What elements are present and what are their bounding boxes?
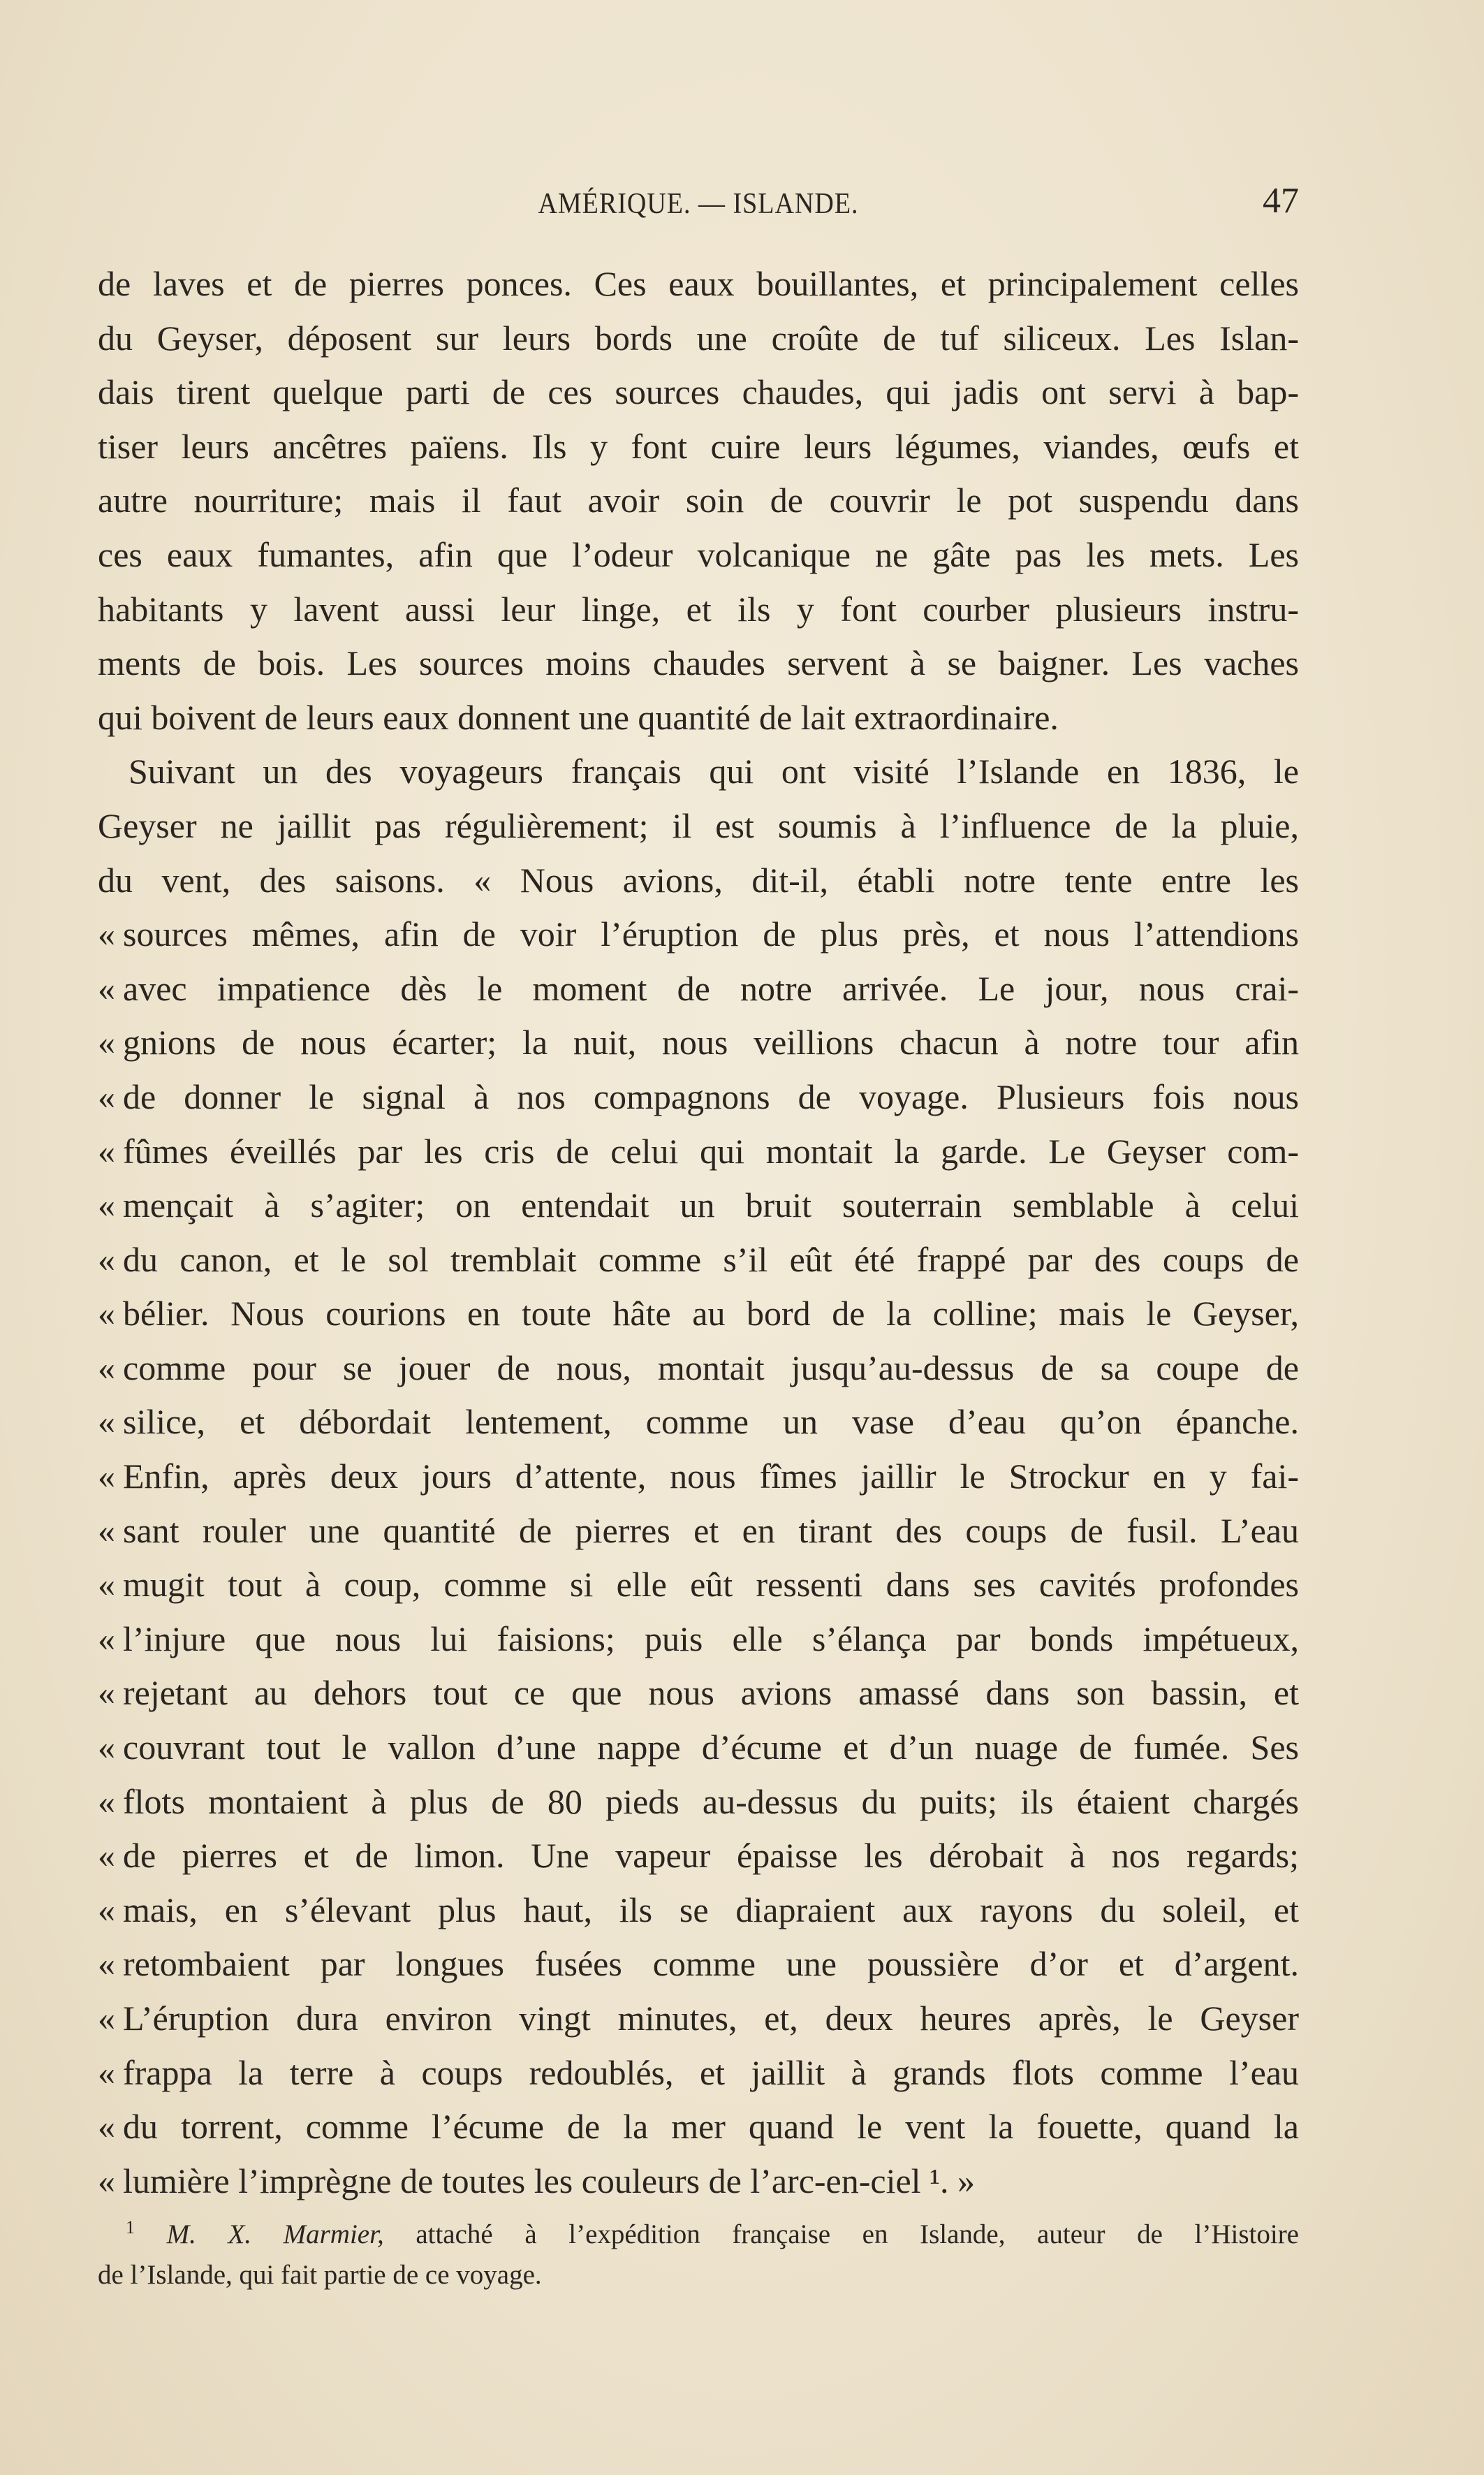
quote-mark: « [98, 1565, 115, 1605]
quoted-line [98, 1125, 1299, 1179]
quoted-text: silice, et débordait lentement, comme un vase d’eau qu’on épanche. [123, 1402, 1299, 1442]
text-line: ces eaux fumantes, afin que l’odeur volcanique ne gâte pas les mets. Les [98, 534, 1299, 574]
text-line: du Geyser, déposent sur leurs bords une croûte de tuf siliceux. Les Islan- [98, 318, 1299, 358]
footnote-line [98, 2214, 1299, 2255]
quote-mark: « [98, 1510, 115, 1550]
quote-mark: « [98, 1944, 115, 1984]
running-head: AMÉRIQUE. — ISLANDE. [538, 187, 859, 221]
quoted-line [98, 1395, 1299, 1450]
quoted-line [98, 962, 1299, 1016]
quoted-text: avec impatience dès le moment de notre arrivée. Le jour, nous crai- [123, 968, 1299, 1008]
quote-mark: « [98, 1076, 115, 1116]
quoted-text: mais, en s’élevant plus haut, ils se diapraient aux rayons du soleil, et [123, 1890, 1299, 1929]
quoted-text: du canon, et le sol tremblait comme s’il eût été frappé par des coups de [123, 1239, 1299, 1279]
quote-mark: « [98, 2161, 115, 2200]
quoted-line [98, 1070, 1299, 1125]
quote-mark: « [98, 1836, 115, 1876]
quote-mark: « [98, 1239, 115, 1279]
text-line: du vent, des saisons. « Nous avions, dit-il, établi notre tente entre les [98, 860, 1299, 900]
quote-mark: « [98, 1348, 115, 1387]
quote-mark: « [98, 1999, 115, 2038]
quoted-line [98, 1450, 1299, 1504]
quoted-text: retombaient par longues fusées comme une poussière d’or et d’argent. [123, 1944, 1299, 1984]
quoted-line [98, 1775, 1299, 1830]
quoted-text: flots montaient à plus de 80 pieds au-dessus du puits; ils étaient chargés [123, 1781, 1299, 1821]
quote-mark: « [98, 1185, 115, 1225]
quoted-line [98, 1612, 1299, 1667]
quoted-text: lumière l’imprègne de toutes les couleurs de l’arc-en-ciel [123, 2161, 921, 2200]
quoted-text: du torrent, comme l’écume de la mer quand le vent la fouette, quand la [123, 2107, 1299, 2147]
text-line: de laves et de pierres ponces. Ces eaux bouillantes, et principalement celles [98, 264, 1299, 303]
paragraph-start-line: Suivant un des voyageurs français qui ont visité l’Islande en 1836, le [128, 752, 1299, 791]
quoted-line-last [98, 2154, 1299, 2209]
quote-mark: « [98, 914, 115, 954]
quote-mark: « [98, 1673, 115, 1713]
quote-mark: « [98, 1294, 115, 1334]
quote-mark: « [98, 1456, 115, 1496]
quoted-text: sant rouler une quantité de pierres et en tirant des coups de fusil. L’eau [123, 1510, 1299, 1550]
quote-mark: « [98, 2107, 115, 2147]
quoted-line [98, 1504, 1299, 1558]
quoted-text: frappa la terre à coups redoublés, et jaillit à grands flots comme l’eau [123, 2052, 1299, 2092]
quoted-text: gnions de nous écarter; la nuit, nous veillions chacun à notre tour afin [123, 1023, 1299, 1063]
quote-mark: « [98, 968, 115, 1008]
quoted-text: l’injure que nous lui faisions; puis elle s’élança par bonds impétueux, [123, 1619, 1299, 1658]
footnote [98, 2214, 1299, 2295]
quote-mark: « [98, 1890, 115, 1929]
quoted-line [98, 1341, 1299, 1396]
quoted-line [98, 2046, 1299, 2101]
closing-quote: ¹. » [930, 2161, 976, 2200]
quoted-text: fûmes éveillés par les cris de celui qui montait la garde. Le Geyser com- [123, 1131, 1299, 1171]
quoted-line [98, 1178, 1299, 1233]
quoted-text: mençait à s’agiter; on entendait un bruit souterrain semblable à celui [123, 1185, 1299, 1225]
quoted-text: sources mêmes, afin de voir l’éruption de plus près, et nous l’attendions [123, 914, 1299, 954]
quote-mark: « [98, 1619, 115, 1658]
quoted-text: de pierres et de limon. Une vapeur épaisse les dérobait à nos regards; [123, 1836, 1299, 1876]
quoted-line [98, 1233, 1299, 1287]
quoted-line [98, 1992, 1299, 2046]
quote-mark: « [98, 1131, 115, 1171]
quoted-text: bélier. Nous courions en toute hâte au bord de la colline; mais le Geyser, [123, 1294, 1299, 1334]
quoted-line [98, 1937, 1299, 1992]
text-line: autre nourriture; mais il faut avoir soin de couvrir le pot suspendu dans [98, 481, 1299, 520]
text-line: qui boivent de leurs eaux donnent une quantité de lait extraordinaire. [98, 697, 1059, 737]
quoted-text: mugit tout à coup, comme si elle eût ressenti dans ses cavités profondes [123, 1565, 1299, 1605]
footnote-text: attaché à l’expédition française en Islande, auteur de l’Histoire [416, 2219, 1299, 2249]
quote-mark: « [98, 1728, 115, 1767]
quoted-line [98, 1016, 1299, 1070]
quoted-line [98, 1666, 1299, 1721]
quote-mark: « [98, 1781, 115, 1821]
quoted-text: Enfin, après deux jours d’attente, nous fîmes jaillir le Strockur en y fai- [123, 1456, 1299, 1496]
quote-mark: « [98, 1402, 115, 1442]
text-line: dais tirent quelque parti de ces sources chaudes, qui jadis ont servi à bap- [98, 372, 1299, 412]
page-number: 47 [1263, 181, 1299, 221]
page-header [98, 180, 1299, 236]
quoted-text: comme pour se jouer de nous, montait jusqu’au-dessus de sa coupe de [123, 1348, 1299, 1387]
text-line: ments de bois. Les sources moins chaudes servent à se baigner. Les vaches [98, 643, 1299, 683]
footnote-marker: 1 [126, 2217, 135, 2237]
quoted-line [98, 1829, 1299, 1883]
text-line: tiser leurs ancêtres païens. Ils y font cuire leurs légumes, viandes, œufs et [98, 426, 1299, 466]
quoted-text: rejetant au dehors tout ce que nous avions amassé dans son bassin, et [123, 1673, 1299, 1713]
quoted-text: couvrant tout le vallon d’une nappe d’écume et d’un nuage de fumée. Ses [123, 1728, 1299, 1767]
quoted-line [98, 907, 1299, 962]
quote-mark: « [98, 1023, 115, 1063]
quoted-line [98, 2100, 1299, 2154]
quoted-line [98, 1883, 1299, 1938]
quoted-line [98, 1721, 1299, 1775]
quoted-line [98, 1558, 1299, 1612]
quoted-text: L’éruption dura environ vingt minutes, et, deux heures après, le Geyser [123, 1999, 1299, 2038]
footnote-line: de l’Islande, qui fait partie de ce voyage. [98, 2260, 542, 2290]
quote-mark: « [98, 2052, 115, 2092]
body-text [98, 257, 1299, 2208]
text-line: habitants y lavent aussi leur linge, et ils y font courber plusieurs instru- [98, 589, 1299, 629]
quoted-line [98, 1287, 1299, 1341]
text-line: Geyser ne jaillit pas régulièrement; il est soumis à l’influence de la pluie, [98, 805, 1299, 845]
quoted-text: de donner le signal à nos compagnons de voyage. Plusieurs fois nous [123, 1076, 1299, 1116]
footnote-author: M. X. Marmier, [166, 2219, 384, 2249]
